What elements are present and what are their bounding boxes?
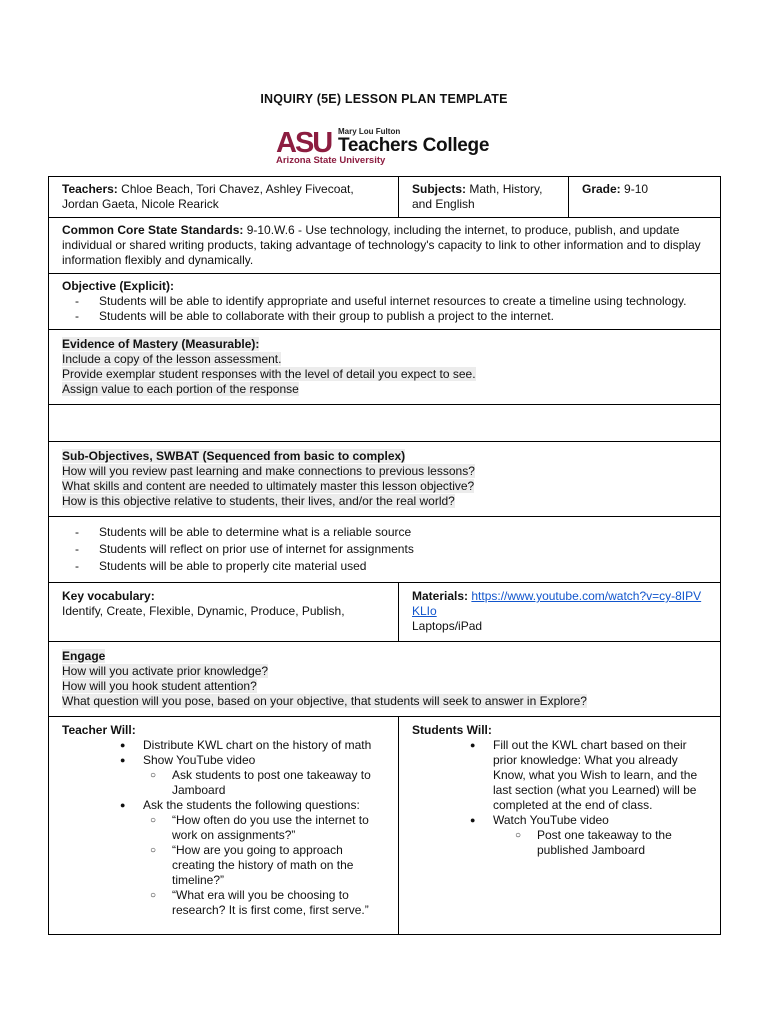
page-title: INQUIRY (5E) LESSON PLAN TEMPLATE xyxy=(260,92,508,106)
swbat-item: - Students will be able to determine what is a reliable source xyxy=(75,524,708,541)
teacher-question: ○ “How are you going to approach creating the history of math on the timeline?” xyxy=(150,843,386,888)
objective-item: - Students will be able to collaborate with their group to publish a project to the internet. xyxy=(75,309,708,324)
students-will-item-text: Watch YouTube video xyxy=(493,813,609,827)
teachers-college-logo xyxy=(276,126,498,168)
grade-value: 9-10 xyxy=(620,182,649,196)
standards-label: Common Core State Standards: xyxy=(62,223,244,237)
teachers-value: Chloe Beach, Tori Chavez, Ashley Fivecoat, Jordan Gaeta, Nicole Rearick xyxy=(62,182,354,211)
objective-item: - Students will be able to identify appropriate and useful internet resources to create a timeline using technology. xyxy=(75,294,708,309)
svg-text:ASU: ASU xyxy=(276,128,332,154)
teacher-will-label: Teacher Will: xyxy=(62,723,136,737)
sub-objectives-line: How is this objective relative to students, their lives, and/or the real world? xyxy=(62,494,455,508)
objective-list xyxy=(62,294,708,324)
teacher-will-item-text: Ask the students the following questions: xyxy=(143,798,360,812)
empty-cell xyxy=(49,405,721,442)
evidence-label: Evidence of Mastery (Measurable): xyxy=(62,337,260,351)
will-row xyxy=(49,717,721,935)
sub-objectives-cell xyxy=(49,442,721,517)
grade-cell xyxy=(569,177,721,218)
teacher-will-item: ● Distribute KWL chart on the history of math xyxy=(120,738,386,753)
students-will-label: Students Will: xyxy=(412,723,492,737)
header-row xyxy=(49,177,721,218)
swbat-cell xyxy=(49,517,721,583)
vocabulary-label: Key vocabulary: xyxy=(62,589,155,603)
teacher-question: ○ “How often do you use the internet to work on assignments?” xyxy=(150,813,386,843)
students-will-list xyxy=(412,738,708,858)
teacher-will-item-text: Show YouTube video xyxy=(143,753,256,767)
grade-label: Grade: xyxy=(582,182,621,196)
materials-link[interactable]: https://www.youtube.com/watch?v=cy-8IPVKLIo xyxy=(412,589,702,618)
sub-objectives-row xyxy=(49,442,721,517)
teachers-label: Teachers: xyxy=(62,182,118,196)
teachers-cell xyxy=(49,177,399,218)
swbat-item: - Students will be able to properly cite material used xyxy=(75,558,708,575)
objective-label: Objective (Explicit): xyxy=(62,279,175,293)
teacher-will-list xyxy=(62,738,386,918)
teacher-question: ○ “What era will you be choosing to research? It is first come, first serve.” xyxy=(150,888,386,918)
teacher-will-item xyxy=(120,753,386,798)
swbat-list xyxy=(62,524,708,575)
evidence-line: Provide exemplar student responses with the level of detail you expect to see. xyxy=(62,367,476,381)
logo-college: Teachers College xyxy=(338,135,490,156)
sub-objectives-label: Sub-Objectives, SWBAT (Sequenced from basic to complex) xyxy=(62,449,406,463)
engage-line: What question will you pose, based on your objective, that students will seek to answer in Explore? xyxy=(62,694,587,708)
subjects-cell xyxy=(399,177,569,218)
standards-value: 9-10.W.6 - Use technology, including the internet, to produce, publish, and update individual or shared writing products, taking advantage of technology's capacity to link to other information and to display information flexibly and dynamically. xyxy=(62,223,701,267)
students-will-item: ● Fill out the KWL chart based on their prior knowledge: What you already Know, what you Wish to learn, and the last section (what you Learned) will be completed at the end of class. xyxy=(470,738,708,813)
engage-line: How will you hook student attention? xyxy=(62,679,257,693)
objective-cell xyxy=(49,274,721,330)
lesson-plan-table xyxy=(48,176,721,935)
materials-cell xyxy=(399,583,721,642)
teacher-will-cell xyxy=(49,717,399,935)
evidence-row xyxy=(49,330,721,405)
teacher-video-sublist xyxy=(143,768,386,798)
students-video-subitem: ○ Post one takeaway to the published Jamboard xyxy=(515,828,708,858)
engage-label: Engage xyxy=(62,649,106,663)
standards-row xyxy=(49,218,721,274)
evidence-line: Assign value to each portion of the response xyxy=(62,382,299,396)
evidence-line: Include a copy of the lesson assessment. xyxy=(62,352,282,366)
teacher-questions-list xyxy=(143,813,386,918)
engage-line: How will you activate prior knowledge? xyxy=(62,664,269,678)
engage-cell xyxy=(49,642,721,717)
vocabulary-cell xyxy=(49,583,399,642)
materials-other: Laptops/iPad xyxy=(412,619,483,633)
materials-label: Materials: xyxy=(412,589,469,603)
asu-logo-icon xyxy=(276,128,338,154)
teacher-will-item xyxy=(120,798,386,918)
logo-sup: Mary Lou Fulton xyxy=(338,127,401,136)
objective-row xyxy=(49,274,721,330)
subjects-label: Subjects: xyxy=(412,182,467,196)
students-video-sublist xyxy=(493,828,708,858)
engage-row xyxy=(49,642,721,717)
sub-objectives-line: How will you review past learning and make connections to previous lessons? xyxy=(62,464,475,478)
swbat-row xyxy=(49,517,721,583)
sub-objectives-line: What skills and content are needed to ultimately master this lesson objective? xyxy=(62,479,475,493)
swbat-item: - Students will reflect on prior use of internet for assignments xyxy=(75,541,708,558)
evidence-cell xyxy=(49,330,721,405)
vocab-materials-row xyxy=(49,583,721,642)
teacher-video-subitem: ○ Ask students to post one takeaway to Jamboard xyxy=(150,768,386,798)
students-will-item xyxy=(470,813,708,858)
vocabulary-value: Identify, Create, Flexible, Dynamic, Produce, Publish, xyxy=(62,604,345,618)
subjects-value: Math, History, and English xyxy=(412,182,543,211)
students-will-cell xyxy=(399,717,721,935)
empty-row xyxy=(49,405,721,442)
standards-cell xyxy=(49,218,721,274)
logo-university: Arizona State University xyxy=(276,155,386,166)
